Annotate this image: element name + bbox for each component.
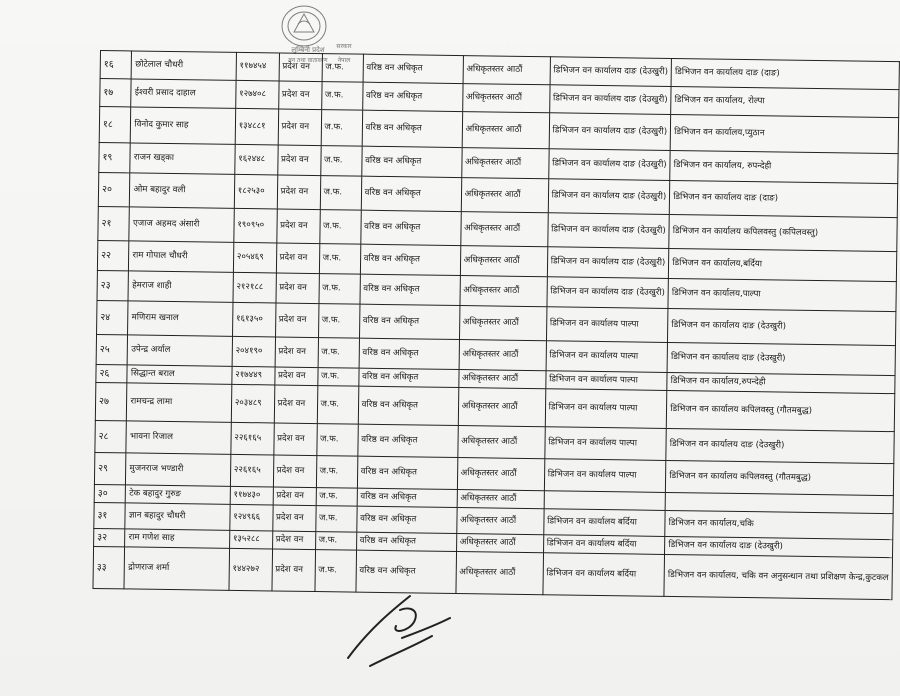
cell-post: वरिष्ठ वन अधिकृत (360, 274, 460, 305)
cell-level: अधिकृतस्तर आठौं (462, 84, 549, 113)
cell-sn: २१ (98, 206, 130, 240)
cell-to: डिभिजन वन कार्यालय, रुपन्देही (670, 150, 898, 183)
cell-sn: ३२ (94, 528, 126, 546)
cell-post: वरिष्ठ वन अधिकृत (358, 386, 458, 425)
cell-level: अधिकृतस्तर आठौं (456, 508, 543, 535)
cell-code: १२७४०८ (235, 80, 278, 109)
cell-name: सिद्धान्त बराल (127, 365, 232, 384)
cell-post: वरिष्ठ वन अधिकृत (360, 210, 460, 245)
cell-sn: २० (98, 172, 130, 206)
cell-to: डिभिजन वन कार्यालय कपिलवस्तु (गौतमबुद्ध) (667, 390, 895, 431)
cell-level: अधिकृतस्तर आठौं (459, 340, 546, 371)
cell-group: ज.फ. (316, 424, 358, 457)
cell-service: प्रदेश वन (275, 303, 318, 338)
cell-level: अधिकृतस्तर आठौं (462, 112, 550, 149)
cell-to: डिभिजन वन कार्यालय दाङ (देउखुरी) (666, 428, 894, 463)
cell-post: वरिष्ठ वन अधिकृत (359, 338, 459, 369)
cell-service: प्रदेश वन (273, 423, 316, 456)
cell-to: डिभिजन वन कार्यालय,रुपन्देही (667, 372, 895, 393)
cell-sn: १९ (99, 142, 131, 172)
cell-service: प्रदेश वन (272, 505, 315, 532)
cell-name: उपेन्द्र अर्याल (128, 335, 233, 366)
cell-service: प्रदेश वन (278, 109, 321, 146)
cell-to: डिभिजन वन कार्यालय दाङ (देउखुरी) (665, 536, 893, 557)
cell-from: डिभिजन वन कार्यालय दाङ (देउखुरी) (548, 179, 670, 215)
cell-post: वरिष्ठ वन अधिकृत (362, 110, 462, 147)
cell-name: राम गोपाल चौधरी (129, 241, 234, 272)
cell-from (544, 491, 666, 511)
signature (340, 588, 460, 672)
cell-code: २०३४८९ (231, 384, 274, 423)
cell-post: वरिष्ठ वन अधिकृत (358, 368, 458, 387)
cell-name: मुजनराज भण्डारी (126, 453, 231, 486)
cell-from: डिभिजन वन कार्यालय दाङ (देउखुरी) (550, 57, 672, 87)
cell-service: प्रदेश वन (272, 531, 315, 550)
cell-level: अधिकृतस्तर आठौं (460, 212, 548, 247)
cell-from: डिभिजन वन कार्यालय दाङ (देउखुरी) (549, 85, 671, 115)
cell-post: वरिष्ठ वन अधिकृत (360, 244, 460, 275)
cell-to: डिभिजन वन कार्यालय कपिलवस्तु (कपिलवस्तु) (669, 214, 897, 251)
cell-code: १४४२७२ (229, 548, 272, 591)
cell-group: ज.फ. (320, 146, 362, 177)
cell-to: डिभिजन वन कार्यालय,प्युठान (670, 114, 898, 153)
cell-from: डिभिजन वन कार्यालय दाङ (देउखुरी) (548, 149, 670, 181)
cell-from: डिभिजन वन कार्यालय पाल्पा (546, 341, 668, 373)
cell-group: ज.फ. (318, 338, 360, 369)
cell-code: १८२५३० (234, 174, 277, 209)
cell-post: वरिष्ठ वन अधिकृत (363, 54, 463, 83)
cell-name: राजन खड्का (130, 143, 235, 174)
cell-name: छोटेलाल चौधरी (132, 51, 237, 80)
cell-service: प्रदेश वन (273, 455, 316, 488)
cell-post: वरिष्ठ वन अधिकृत (362, 82, 462, 111)
cell-post: वरिष्ठ वन अधिकृत (356, 550, 457, 593)
svg-text:सरकार: सरकार (336, 43, 352, 50)
cell-post: वरिष्ठ वन अधिकृत (359, 304, 459, 339)
cell-code: १६१३५० (232, 302, 275, 337)
cell-from: डिभिजन वन कार्यालय पाल्पा (544, 459, 666, 493)
cell-from: डिभिजन वन कार्यालय पाल्पा (544, 427, 666, 461)
cell-sn: ३१ (94, 502, 126, 528)
cell-level: अधिकृतस्तर आठौं (459, 306, 547, 341)
cell-name: मणिराम खनाल (128, 301, 233, 336)
cell-group: ज.फ. (317, 386, 359, 425)
cell-sn: २६ (96, 364, 128, 382)
cell-group: ज.फ. (315, 532, 356, 551)
cell-name: एजाज अहमद अंसारी (129, 207, 234, 242)
cell-code: १३५२८८ (229, 530, 272, 549)
cell-code: ११७४५४ (236, 52, 279, 81)
cell-group: ज.फ. (320, 176, 362, 211)
cell-from: डिभिजन वन कार्यालय बर्दिया (543, 509, 665, 537)
cell-group: ज.फ. (322, 54, 364, 83)
cell-name: ईश्वरी प्रसाद दाहाल (131, 79, 236, 108)
cell-post: वरिष्ठ वन अधिकृत (356, 506, 456, 533)
cell-from: डिभिजन वन कार्यालय पाल्पा (545, 371, 667, 391)
cell-name: हेमराज शाही (128, 271, 233, 302)
cell-to: डिभिजन वन कार्यालय दाङ (देउखुरी) (668, 308, 896, 345)
cell-group: ज.फ. (316, 488, 357, 507)
cell-group: ज.फ. (314, 550, 356, 593)
cell-post: वरिष्ठ वन अधिकृत (357, 424, 457, 457)
cell-service: प्रदेश वन (276, 243, 319, 274)
cell-group: ज.फ. (319, 210, 361, 245)
cell-from: डिभिजन वन कार्यालय बर्दिया (543, 553, 665, 597)
cell-group: ज.फ. (316, 456, 358, 489)
cell-name: भावना रिजाल (126, 421, 231, 454)
transfer-table (92, 50, 899, 600)
cell-from: डिभिजन वन कार्यालय दाङ (देउखुरी) (547, 213, 669, 249)
cell-name: रामचन्द्र लामा (127, 383, 232, 422)
cell-level: अधिकृतस्तर आठौं (457, 426, 545, 459)
cell-code: १६२४४८ (235, 144, 278, 175)
cell-code: २२६१६५ (231, 422, 274, 455)
cell-sn: २४ (97, 300, 129, 334)
svg-text:वन तथा वातावरण: वन तथा वातावरण (288, 57, 328, 64)
cell-code: २१२१८८ (233, 272, 276, 303)
cell-to: डिभिजन वन कार्यालय दाङ (देउखुरी) (667, 342, 895, 375)
cell-group: ज.फ. (315, 506, 356, 533)
cell-post: वरिष्ठ वन अधिकृत (357, 488, 457, 507)
svg-text:नेपाल: नेपाल (337, 57, 351, 64)
cell-name: टेक बहादुर गुरुङ (126, 485, 231, 504)
cell-group: ज.फ. (318, 274, 360, 305)
cell-to: डिभिजन वन कार्यालय, रोल्पा (671, 86, 899, 117)
cell-name: विनोद कुमार साह (131, 107, 236, 144)
cell-to: डिभिजन वन कार्यालय,चकि (665, 510, 893, 539)
svg-text:लुम्बिनी प्रदेश: लुम्बिनी प्रदेश (291, 46, 325, 54)
cell-service: प्रदेश वन (272, 549, 316, 592)
cell-code: १२४९६६ (230, 504, 273, 531)
cell-sn: २७ (95, 382, 127, 420)
cell-level: अधिकृतस्तर आठौं (458, 388, 546, 427)
cell-code: २०५४६९ (233, 242, 276, 273)
cell-name: ओम बहादुर वली (130, 173, 235, 208)
cell-to: डिभिजन वन कार्यालय दाङ (दाङ) (671, 58, 899, 89)
cell-code: १३४८८१ (235, 108, 278, 145)
cell-from: डिभिजन वन कार्यालय दाङ (देउखुरी) (547, 277, 669, 309)
cell-post: वरिष्ठ वन अधिकृत (361, 146, 461, 177)
cell-name: राम गणेश साह (125, 529, 230, 548)
cell-name: ज्ञान बहादुर चौधरी (125, 503, 230, 530)
cell-code: १९०९५० (234, 208, 277, 243)
cell-post: वरिष्ठ वन अधिकृत (357, 456, 457, 489)
cell-from: डिभिजन वन कार्यालय पाल्पा (546, 307, 668, 343)
cell-from: डिभिजन वन कार्यालय पाल्पा (545, 389, 667, 429)
cell-code: २२६१६५ (230, 454, 273, 487)
cell-to: डिभिजन वन कार्यालय,बर्दिया (669, 248, 897, 281)
cell-level: अधिकृतस्तर आठौं (460, 246, 547, 277)
cell-service: प्रदेश वन (277, 145, 320, 176)
cell-service: प्रदेश वन (275, 337, 318, 368)
cell-service: प्रदेश वन (276, 209, 319, 244)
cell-group: ज.फ. (318, 304, 360, 339)
cell-code: ११७४३० (230, 486, 273, 505)
cell-to: डिभिजन वन कार्यालय कपिलवस्तु (गौतमबुद्ध) (666, 460, 894, 495)
cell-level: अधिकृतस्तर आठौं (463, 56, 550, 85)
cell-from: डिभिजन वन कार्यालय दाङ (देउखुरी) (549, 113, 671, 151)
cell-group: ज.फ. (321, 82, 363, 111)
cell-group: ज.फ. (317, 368, 358, 387)
cell-code: २१७४४९ (232, 366, 275, 385)
cell-service: प्रदेश वन (273, 487, 316, 506)
cell-level: अधिकृतस्तर आठौं (461, 148, 548, 179)
cell-level: अधिकृतस्तर आठौं (458, 370, 545, 389)
cell-level: अधिकृतस्तर आठौं (456, 534, 543, 553)
cell-service: प्रदेश वन (274, 367, 317, 386)
cell-post: वरिष्ठ वन अधिकृत (356, 532, 456, 551)
cell-post: वरिष्ठ वन अधिकृत (361, 176, 461, 211)
cell-sn: १७ (100, 79, 132, 107)
cell-level: अधिकृतस्तर आठौं (456, 552, 544, 595)
cell-group: ज.फ. (319, 244, 361, 275)
cell-sn: २३ (97, 270, 129, 300)
cell-to: डिभिजन वन कार्यालय दाङ (दाङ) (669, 180, 897, 217)
cell-sn: ३३ (93, 546, 125, 588)
cell-service: प्रदेश वन (276, 273, 319, 304)
cell-level: अधिकृतस्तर आठौं (461, 178, 549, 213)
cell-sn: १८ (99, 107, 131, 143)
cell-code: २०४१९० (232, 336, 275, 367)
cell-sn: २२ (97, 240, 129, 270)
cell-from: डिभिजन वन कार्यालय बर्दिया (543, 535, 665, 555)
cell-sn: ३० (94, 484, 126, 502)
cell-service: प्रदेश वन (277, 175, 320, 210)
cell-level: अधिकृतस्तर आठौं (460, 276, 547, 307)
cell-sn: १६ (100, 51, 132, 79)
cell-sn: २८ (95, 420, 127, 452)
cell-level: अधिकृतस्तर आठौं (457, 458, 545, 491)
cell-to: डिभिजन वन कार्यालय, चकि वन अनुसन्धान तथा प्रशिक्षण केन्द्र,कुटकल (664, 554, 892, 599)
cell-sn: २५ (96, 334, 128, 364)
cell-group: ज.फ. (321, 110, 363, 147)
cell-service: प्रदेश वन (279, 53, 322, 82)
cell-from: डिभिजन वन कार्यालय दाङ (देउखुरी) (547, 247, 669, 279)
cell-name: द्रोणराज शर्मा (124, 547, 229, 590)
cell-to: डिभिजन वन कार्यालय,पाल्पा (668, 278, 896, 311)
cell-sn: २९ (94, 452, 126, 484)
cell-service: प्रदेश वन (274, 385, 317, 424)
cell-service: प्रदेश वन (278, 81, 321, 110)
cell-level: अधिकृतस्तर आठौं (457, 490, 544, 509)
